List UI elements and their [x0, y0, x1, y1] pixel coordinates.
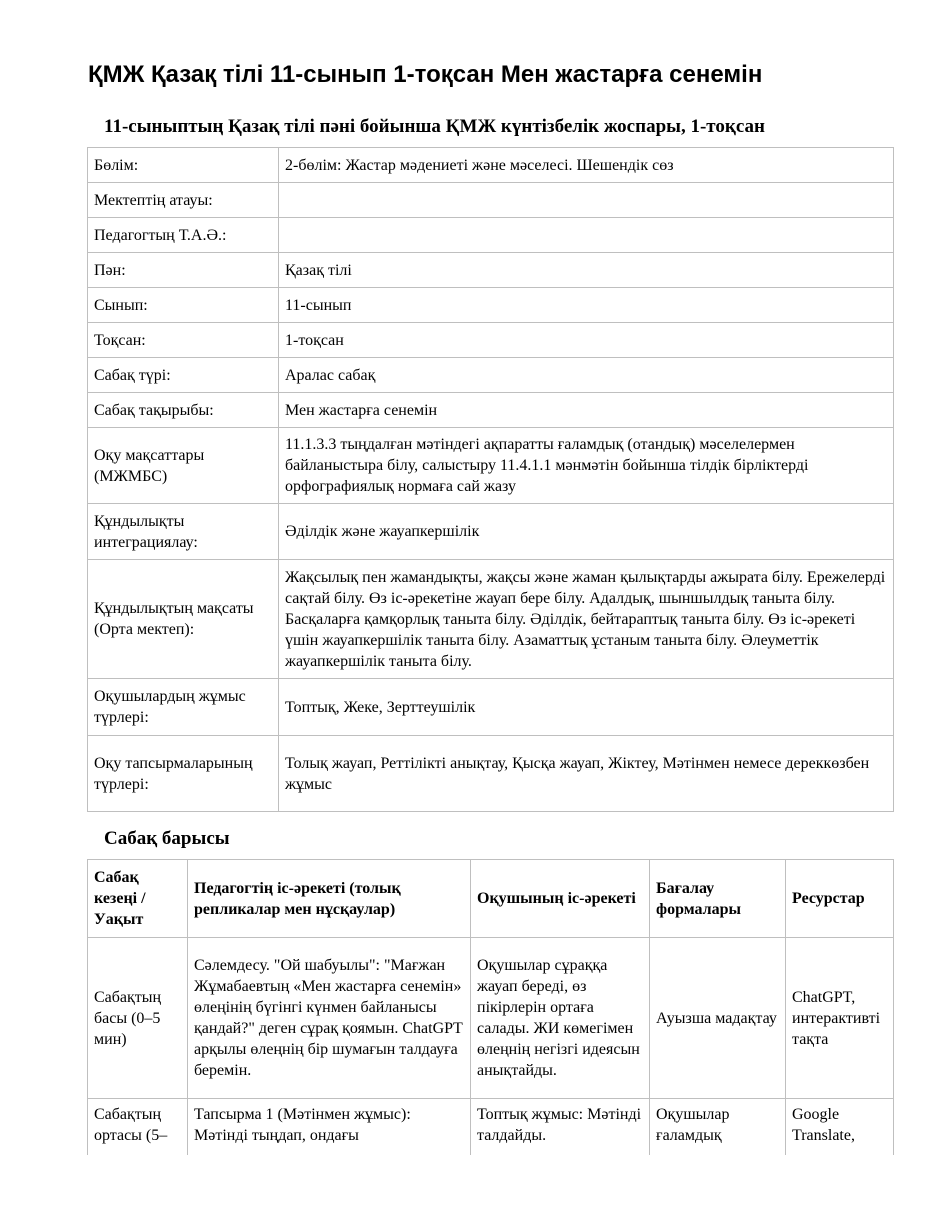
info-value: 11-сынып — [279, 288, 894, 323]
info-section-heading: 11-сыныптың Қазақ тілі пәні бойынша ҚМЖ күнтізбелік жоспары, 1-тоқсан — [104, 116, 765, 137]
lesson-plan-table — [87, 859, 894, 1155]
stage-cell: Сабақтың басы (0–5 мин) — [88, 938, 188, 1099]
student-action-cell: Оқушылар сұраққа жауап береді, өз пікірлерін ортаға салады. ЖИ көмегімен өлеңнің негізгі идеясын анықтайды. — [471, 938, 650, 1099]
info-label: Оқу мақсаттары (МЖМБС) — [88, 428, 279, 504]
assessment-cell: Ауызша мадақтау — [650, 938, 786, 1099]
info-label: Сабақ түрі: — [88, 358, 279, 393]
student-action-cell: Топтық жұмыс: Мәтінді талдайды. — [471, 1099, 650, 1156]
info-value: Мен жастарға сенемін — [279, 393, 894, 428]
info-value: 1-тоқсан — [279, 323, 894, 358]
page-title: ҚМЖ Қазақ тілі 11-сынып 1-тоқсан Мен жастарға сенемін — [88, 61, 763, 88]
column-header-teacher: Педагогтің іс-әрекеті (толық репликалар мен нұсқаулар) — [188, 860, 471, 938]
info-value: Аралас сабақ — [279, 358, 894, 393]
info-label: Бөлім: — [88, 148, 279, 183]
info-label: Құндылықтың мақсаты (Орта мектеп): — [88, 560, 279, 679]
info-label: Сынып: — [88, 288, 279, 323]
column-header-assessment: Бағалау формалары — [650, 860, 786, 938]
info-label: Пән: — [88, 253, 279, 288]
resources-cell: ChatGPT, интерактивті тақта — [786, 938, 894, 1099]
lesson-header-row — [88, 860, 894, 938]
column-header-student: Оқушының іс-әрекеті — [471, 860, 650, 938]
info-value: Әділдік және жауапкершілік — [279, 504, 894, 560]
info-value: Толық жауап, Реттілікті анықтау, Қысқа жауап, Жіктеу, Мәтінмен немесе дереккөзбен жұмыс — [279, 736, 894, 812]
column-header-resources: Ресурстар — [786, 860, 894, 938]
resources-cell: Google Translate, — [786, 1099, 894, 1156]
table-row — [88, 938, 894, 1099]
teacher-action-cell: Тапсырма 1 (Мәтінмен жұмыс): Мәтінді тыңдап, ондағы — [188, 1099, 471, 1156]
table-row — [88, 1099, 894, 1156]
lesson-section-heading: Сабақ барысы — [104, 828, 230, 849]
stage-cell: Сабақтың ортасы (5– — [88, 1099, 188, 1156]
info-label: Тоқсан: — [88, 323, 279, 358]
info-value: Топтық, Жеке, Зерттеушілік — [279, 679, 894, 736]
info-label: Педагогтың Т.А.Ә.: — [88, 218, 279, 253]
info-value: 2-бөлім: Жастар мәдениеті және мәселесі. Шешендік сөз — [279, 148, 894, 183]
info-label: Оқушылардың жұмыс түрлері: — [88, 679, 279, 736]
info-value: Жақсылық пен жамандықты, жақсы және жаман қылықтарды ажырата білу. Ережелерді сақтай білу. Өз іс-әрекетіне жауап бере білу. Адалдық, шыншылдық таныта білу. Басқаларға қамқорлық таныта білу. Әділдік, бейтараптық таныта білу. Өз іс-әрекеті үшін жауапкершілік таныта білу. Азаматтық ұстаным таныта білу. Әлеуметтік жауапкершілік таныта білу. — [279, 560, 894, 679]
info-label: Мектептің атауы: — [88, 183, 279, 218]
column-header-stage: Сабақ кезеңі / Уақыт — [88, 860, 188, 938]
assessment-cell: Оқушылар ғаламдық — [650, 1099, 786, 1156]
info-label: Сабақ тақырыбы: — [88, 393, 279, 428]
info-label: Оқу тапсырмаларының түрлері: — [88, 736, 279, 812]
info-label: Құндылықты интеграциялау: — [88, 504, 279, 560]
info-value: Қазақ тілі — [279, 253, 894, 288]
info-value: 11.1.3.3 тыңдалған мәтіндегі ақпаратты ғаламдық (отандық) мәселелермен байланыстыра білу, салыстыру 11.4.1.1 мәнмәтін бойынша тілдік бірліктерді орфографиялық нормаға сай жазу — [279, 428, 894, 504]
teacher-action-cell: Сәлемдесу. "Ой шабуылы": "Мағжан Жұмабаевтың «Мен жастарға сенемін» өлеңінің бүгінгі күнмен байланысы қандай?" деген сұрақ қоямын. ChatGPT арқылы өлеңнің бір шумағын талдауға беремін. — [188, 938, 471, 1099]
